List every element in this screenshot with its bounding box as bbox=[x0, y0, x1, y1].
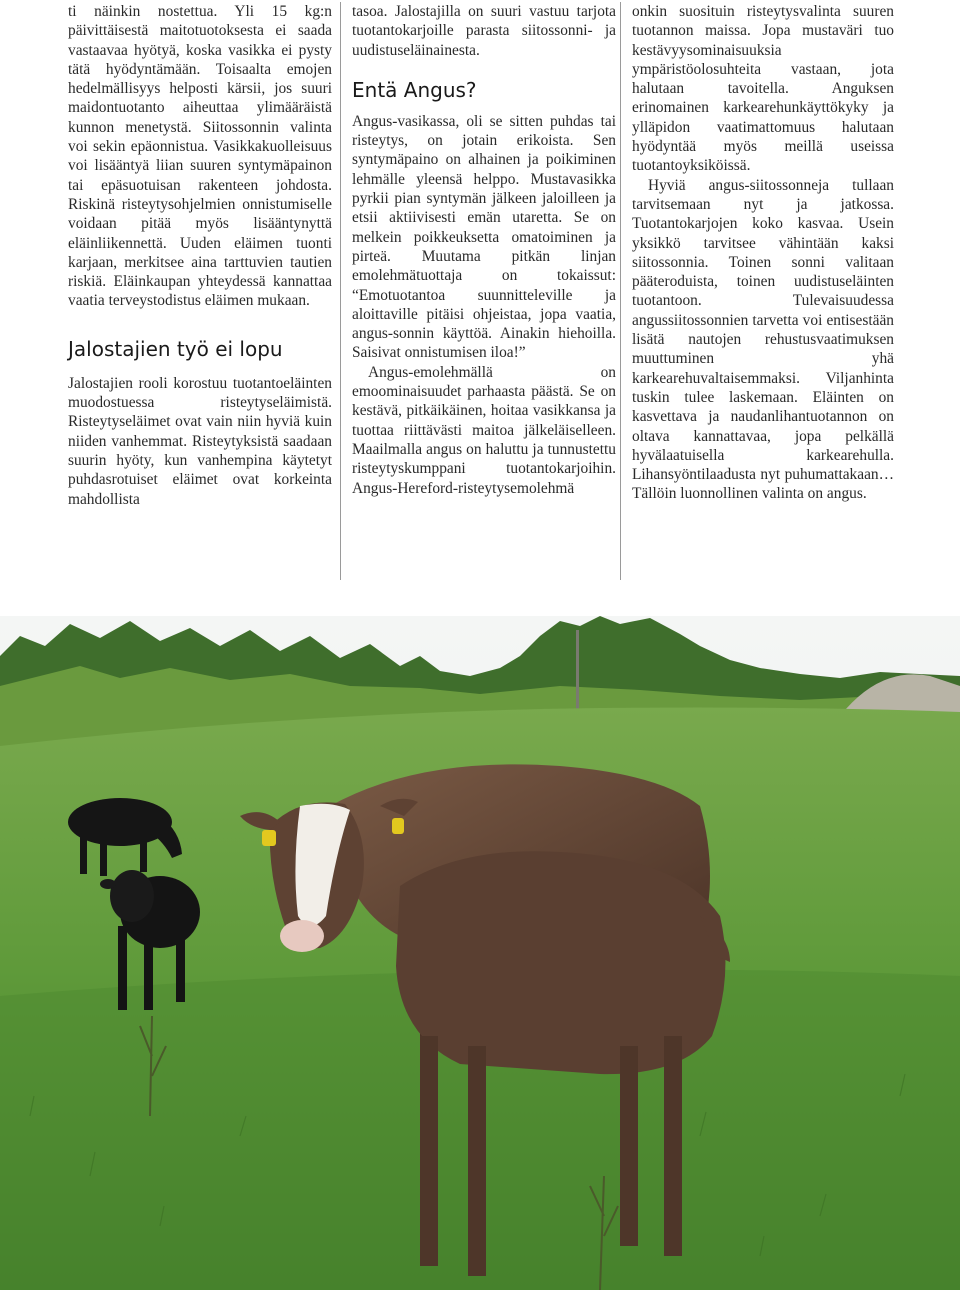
paragraph: tasoa. Jalostajilla on suuri vastuu tarjota tuotantokarjoille parasta siitossonni- ja uudistuseläinainesta. bbox=[352, 3, 616, 59]
column-divider bbox=[340, 2, 341, 580]
paragraph: Jalostajien rooli korostuu tuotantoeläinten muodostuessa risteytyseläimistä. Risteytyseläimet ovat vain niin hyviä kuin niiden vanhemmat. Risteytyksistä saadaan suurin hyöty, kun vanhempina käytetyt puhdasrotuiset eläimet ovat korkeinta mahdollista bbox=[68, 374, 332, 508]
paragraph: onkin suosituin risteytysvalinta suuren tuotannon maissa. Jopa mustaväri tuo kestävyysominaisuuksia ympäristöolosuhteita vastaan, jota halutaan tavoitella. Anguksen erinomainen karkearehunkäyttökyky ja ylläpidon vaatimattomuus halutaan hyödyntää myös meillä useissa tuotantoyksiköissä. bbox=[632, 3, 894, 175]
cows-in-pasture-photo bbox=[0, 616, 960, 1290]
power-pole bbox=[576, 630, 579, 710]
section-heading-jalostajat: Jalostajien työ ei lopu bbox=[68, 336, 283, 361]
paragraph: Angus-vasikassa, oli se sitten puhdas tai risteytys, on jotain erikoista. Sen syntymäpaino on alhainen ja poikiminen lehmälle yleensä helppo. Mustavasikka pyrkii pian syntymän jälkeen jaloilleen ja etsii aktiivisesti emän utaretta. Se on melkein poikkeuksetta omatoiminen ja pirteä. Muutama pitkän linjan emolehmätuottaja on tokaissut: “Emotuotantoa suunnitteleville ja aloittaville pitäisi ohjeistaa, jopa vaatia, angus-sonnin käyttöä. Ainakin hiehoilla. Saisivat onnistumisen iloa!” bbox=[352, 112, 616, 362]
text-column-2 bbox=[352, 0, 616, 498]
section-heading-angus: Entä Angus? bbox=[352, 77, 477, 102]
paragraph: Angus-emolehmällä on emoominaisuudet parhaasta päästä. Se on kestävä, pitkäikäinen, hoitaa vasikkansa ja tuottaa riittävästi maitoa jälkeläiselleen. Maailmalla angus on haluttu ja tunnustettu risteytyskumppani tuotantokarjoihin. Angus-Hereford-risteytysemolehmä bbox=[352, 363, 616, 497]
text-column-1 bbox=[68, 0, 332, 509]
column-divider bbox=[620, 2, 621, 580]
text-column-3 bbox=[632, 0, 894, 504]
paragraph: ti näinkin nostettua. Yli 15 kg:n päivittäisestä maitotuotoksesta ei saada vastaavaa hyötyä, koska vasikka ei pysty tätä hyödyntämään. Toisaalta emojen hedelmällisyys helposti kärsii, jos suuri maidontuotanto aiheuttaa ylimääräistä kunnon menetystä. Siitossonnin valinta voi sekin epäonnistua. Vasikkakuolleisuus voi lisääntyä liian suuren syntymäpainon tai epäsuotuisan rakenteen johdosta. Riskinä risteytysohjelmien onnistumiselle voidaan pitää myös lisääntynyttä eläinliikennettä. Uuden eläimen tuonti karjaan, merkitsee aina tarttuvien tautien riskiä. Eläinkaupan yhteydessä kannattaa vaatia terveystodistus eläimen mukaan. bbox=[68, 3, 332, 310]
paragraph: Hyviä angus-siitossonneja tullaan tarvitsemaan nyt ja jatkossa. Tuotantokarjojen koko kasvaa. Usein yksikkö tarvitsee vähintään kaksi siitossonnia. Toinen sonni valitaan pääteroduista, toinen uudistuseläinten tuotantoon. Tulevaisuudessa angussiitossonnien tarvetta voi entisestään lisätä nautojen rehustusvaatimuksen muuttuminen yhä karkearehuvaltaisemmaksi. Viljanhinta tuskin tulee laskemaan. Eläinten on kasvettava ja naudanlihantuotannon on oltava kannattavaa, jopa pelkällä hyvälaatuisella karkearehulla. Lihansyöntilaadusta nyt puhumattakaan…Tällöin luonnollinen valinta on angus. bbox=[632, 176, 894, 503]
